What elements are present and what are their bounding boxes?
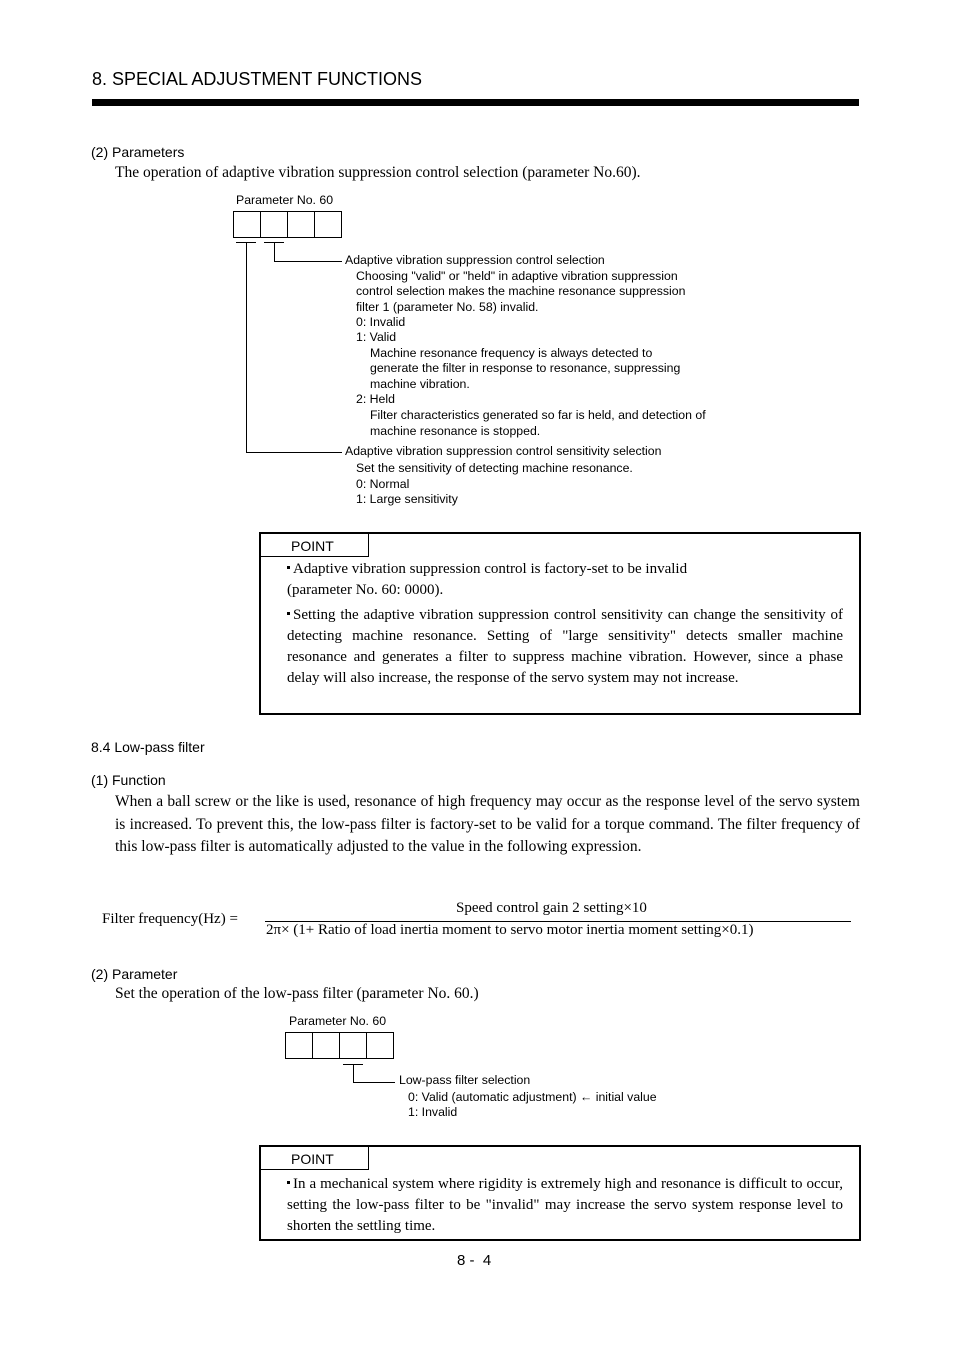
digit-box xyxy=(312,1032,340,1059)
page-number: 8 - 4 xyxy=(457,1252,492,1269)
parameter-digit-boxes xyxy=(285,1032,393,1059)
held-desc-line: Filter characteristics generated so far is held, and detection of xyxy=(370,408,706,422)
formula-lhs: Filter frequency(Hz) = xyxy=(102,911,238,927)
header-rule xyxy=(92,99,859,106)
leader-line-h xyxy=(274,261,342,262)
function-heading: (1) Function xyxy=(91,772,166,788)
left-arrow-icon: ← xyxy=(580,1090,593,1104)
valid-desc-line: generate the filter in response to resonance, suppressing xyxy=(370,361,681,375)
leader-line-v xyxy=(353,1064,354,1082)
section-heading-low-pass-filter: 8.4 Low-pass filter xyxy=(91,739,205,755)
page-header-title: 8. SPECIAL ADJUSTMENT FUNCTIONS xyxy=(92,69,423,89)
parameter-digit-boxes xyxy=(233,211,341,238)
point-bullet xyxy=(287,605,843,689)
digit-box xyxy=(260,211,288,238)
option-large-sensitivity: 1: Large sensitivity xyxy=(356,492,458,506)
point-box-adaptive xyxy=(259,532,861,715)
point-box-low-pass xyxy=(259,1145,861,1241)
param-no-60-label: Parameter No. 60 xyxy=(236,193,334,207)
leader-line-h xyxy=(353,1082,395,1083)
param-no-60-label: Parameter No. 60 xyxy=(289,1014,387,1028)
function-paragraph: When a ball screw or the like is used, resonance of high frequency may occur as the response level of the servo system is increased. To prevent this, the low-pass filter is factory-set to be valid for a torque command. The filter frequency of this low-pass filter is automatically adjusted to the value in the following expression. xyxy=(115,793,860,855)
point-label: POINT xyxy=(261,534,369,557)
low-pass-selection-title: Low-pass filter selection xyxy=(399,1073,531,1087)
point-bullet-continuation: (parameter No. 60: 0000). xyxy=(287,582,444,598)
option-invalid: 0: Invalid xyxy=(356,315,406,329)
formula-denominator: 2π× (1+ Ratio of load inertia moment to servo motor inertia moment setting×0.1) xyxy=(266,922,754,938)
initial-value-note: initial value xyxy=(595,1090,657,1104)
parameters-heading: (2) Parameters xyxy=(91,144,185,160)
digit-box xyxy=(339,1032,367,1059)
point-bullet xyxy=(287,1174,843,1237)
parameter-heading: (2) Parameter xyxy=(91,966,178,982)
digit-box xyxy=(366,1032,394,1059)
point-bullet-text: Setting the adaptive vibration suppression control sensitivity can change the sensitivity of detecting machine resonance. Setting of "large sensitivity" detects smaller machine resonance and generates a filter to suppress machine vibration. However, since a phase delay will also increase, the response of the servo system may not increase. xyxy=(287,607,843,686)
digit-box xyxy=(287,211,315,238)
bullet-icon xyxy=(287,566,290,569)
parameter-intro: Set the operation of the low-pass filter (parameter No. 60.) xyxy=(115,985,479,1002)
digit-box xyxy=(233,211,261,238)
bullet-icon xyxy=(287,612,290,615)
option-invalid: 1: Invalid xyxy=(408,1105,458,1119)
point-label: POINT xyxy=(261,1147,369,1170)
point-bullet xyxy=(287,559,843,580)
bullet-icon xyxy=(287,1181,290,1184)
branch1-line: Choosing "valid" or "held" in adaptive vibration suppression xyxy=(356,269,678,283)
option-held: 2: Held xyxy=(356,392,395,406)
held-desc-line: machine resonance is stopped. xyxy=(370,424,541,438)
option-valid-text: 0: Valid (automatic adjustment) xyxy=(408,1090,577,1104)
formula-numerator: Speed control gain 2 setting×10 xyxy=(456,900,647,916)
leader-line-v xyxy=(246,242,247,452)
valid-desc-line: Machine resonance frequency is always detected to xyxy=(370,346,653,360)
branch2-line: Set the sensitivity of detecting machine resonance. xyxy=(356,461,633,475)
option-valid-automatic xyxy=(408,1090,657,1106)
leader-line-h xyxy=(246,452,342,453)
leader-line-v xyxy=(274,242,275,261)
parameters-intro: The operation of adaptive vibration suppression control selection (parameter No.60). xyxy=(115,164,641,181)
option-valid: 1: Valid xyxy=(356,330,397,344)
branch1-line: filter 1 (parameter No. 58) invalid. xyxy=(356,300,539,314)
option-normal: 0: Normal xyxy=(356,477,410,491)
digit-box xyxy=(314,211,342,238)
branch1-line: control selection makes the machine resonance suppression xyxy=(356,284,686,298)
point-bullet-text: In a mechanical system where rigidity is extremely high and resonance is difficult to occur, setting the low-pass filter to be "invalid" may increase the servo system response level to shorten the settling time. xyxy=(287,1176,843,1234)
branch2-title: Adaptive vibration suppression control sensitivity selection xyxy=(345,444,662,458)
valid-desc-line: machine vibration. xyxy=(370,377,470,391)
branch1-title: Adaptive vibration suppression control selection xyxy=(345,253,605,267)
point-bullet-text: Adaptive vibration suppression control is factory-set to be invalid xyxy=(293,561,688,577)
digit-box xyxy=(285,1032,313,1059)
